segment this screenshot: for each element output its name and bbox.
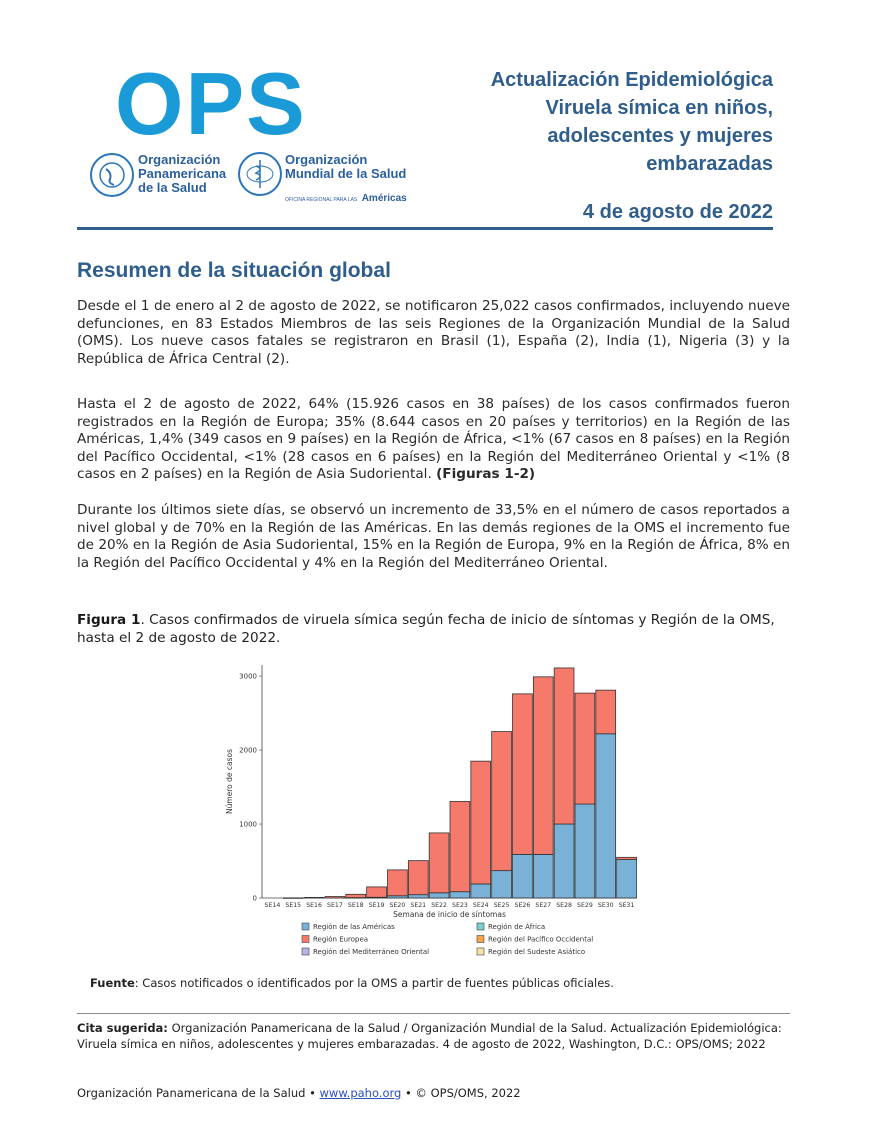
bar-segment	[325, 897, 345, 898]
legend-label: Región de las Américas	[313, 923, 395, 931]
who-emblem-icon	[238, 152, 282, 196]
paho-emblem-icon	[90, 153, 134, 197]
legend-label: Región del Mediterráneo Oriental	[313, 948, 430, 956]
bar-segment	[450, 892, 470, 898]
bar-segment	[554, 824, 574, 898]
legend-swatch	[477, 948, 484, 955]
paho-name: Organización Panamericana de la Salud	[138, 152, 227, 195]
bar-segment	[533, 854, 553, 898]
x-tick-label: SE14	[264, 902, 281, 909]
legend-label: Región de África	[488, 923, 546, 931]
paragraph-2: Hasta el 2 de agosto de 2022, 64% (15.926 casos en 38 países) de los casos confirmados fueron registrados en la Región de Europa; 35% (8.644 casos en 20 países y territorios) en la Región de las Américas, 1,4% (349 casos en 9 países) en la Región de África, <1% (67 casos en 8 países) en la Región del Pacífico Occidental, <1% (28 casos en 6 países) en la Región del Mediterráneo Oriental y <1% (8 casos en 2 países) en la Región de Asia Sudoriental. (Figuras 1-2)	[77, 396, 790, 483]
header-divider	[77, 227, 773, 230]
bar-segment	[429, 833, 449, 893]
paho-website-link[interactable]: www.paho.org	[319, 1086, 402, 1100]
document-title: Actualización Epidemiológica Viruela símica en niños, adolescentes y mujeres embarazadas	[490, 69, 773, 175]
footer: Organización Panamericana de la Salud • www.paho.org • © OPS/OMS, 2022	[77, 1086, 521, 1100]
x-tick-label: SE18	[347, 902, 364, 909]
section-title: Resumen de la situación global	[77, 259, 391, 282]
y-tick-label: 3000	[239, 672, 257, 681]
figure-caption: Figura 1. Casos confirmados de viruela símica según fecha de inicio de síntomas y Región de la OMS, hasta el 2 de agosto de 2022.	[77, 612, 775, 646]
bar-segment	[513, 694, 533, 855]
who-name: Organización Mundial de la Salud	[285, 152, 407, 181]
bar-segment	[283, 898, 303, 899]
bar-segment	[554, 668, 574, 824]
x-tick-label: SE23	[452, 902, 468, 909]
x-tick-label: SE19	[368, 902, 385, 909]
ops-logo: OPS	[115, 54, 307, 153]
bar-segment	[533, 677, 553, 855]
x-tick-label: SE17	[327, 902, 343, 909]
legend-label: Región del Sudeste Asiático	[488, 948, 586, 956]
x-tick-label: SE15	[285, 902, 302, 909]
bar-segment	[575, 693, 595, 804]
y-tick-label: 1000	[239, 820, 257, 829]
bar-segment	[492, 871, 512, 898]
y-axis-label: Número de casos	[225, 748, 234, 815]
footer-divider	[77, 1013, 790, 1014]
y-tick-label: 0	[252, 894, 257, 903]
bar-segment	[408, 895, 428, 898]
x-tick-label: SE22	[431, 902, 447, 909]
x-tick-label: SE31	[618, 902, 635, 909]
x-tick-label: SE20	[389, 902, 406, 909]
bar-segment	[471, 884, 491, 898]
bar-segment	[596, 690, 616, 734]
legend-swatch	[477, 936, 484, 943]
legend-swatch	[302, 923, 309, 930]
legend-label: Región Europea	[313, 935, 369, 944]
y-tick-label: 2000	[239, 746, 257, 755]
bar-segment	[304, 897, 324, 898]
bar-segment	[429, 893, 449, 898]
x-tick-label: SE21	[410, 902, 427, 909]
x-tick-label: SE27	[535, 902, 552, 909]
bar-segment	[492, 732, 512, 871]
legend-swatch	[477, 923, 484, 930]
bar-segment	[388, 870, 408, 896]
x-tick-label: SE26	[514, 902, 531, 909]
bar-segment	[367, 887, 387, 897]
paragraph-3: Durante los últimos siete días, se observó un incremento de 33,5% en el número de casos reportados a nivel global y de 70% en la Región de las Américas. En las demás regiones de la OMS el incremento fue de 20% en la Región de Asia Sudoriental, 15% en la Región de Europa, 9% en la Región de África, 8% en la Región del Pacífico Occidental y 4% en la Región del Mediterráneo Oriental.	[77, 502, 790, 571]
x-tick-label: SE29	[577, 902, 593, 909]
legend-swatch	[302, 948, 309, 955]
bar-segment	[346, 894, 366, 897]
figure-source: Fuente: Casos notificados o identificados por la OMS a partir de fuentes públicas oficiales.	[90, 976, 614, 990]
legend-label: Región del Pacífico Occidental	[488, 935, 594, 944]
bar-segment	[450, 801, 470, 891]
x-tick-label: SE30	[597, 902, 614, 909]
bar-segment	[513, 854, 533, 898]
figure-reference: (Figuras 1-2)	[436, 466, 536, 483]
x-tick-label: SE24	[472, 902, 489, 909]
bar-segment	[617, 860, 637, 898]
x-tick-label: SE28	[556, 902, 572, 909]
stacked-bar-chart	[220, 660, 640, 965]
bar-segment	[575, 804, 595, 898]
paragraph-1: Desde el 1 de enero al 2 de agosto de 2022, se notificaron 25,022 casos confirmados, incluyendo nueve defunciones, en 83 Estados Miembros de las seis Regiones de la Organización Mundial de la Salud (OMS). Los nueve casos fatales se registraron en Brasil (1), España (2), India (1), Nigeria (3) y la República de África Central (2).	[77, 298, 790, 367]
x-axis-label: Semana de inicio de síntomas	[393, 910, 506, 919]
who-regional-tag: OFICINA REGIONAL PARA LAS Américas	[285, 193, 407, 204]
document-date: 4 de agosto de 2022	[582, 201, 773, 223]
x-tick-label: SE25	[493, 902, 510, 909]
legend-swatch	[302, 936, 309, 943]
bar-segment	[408, 861, 428, 895]
x-tick-label: SE16	[306, 902, 322, 909]
bar-segment	[596, 734, 616, 898]
suggested-citation: Cita sugerida: Organización Panamericana de la Salud / Organización Mundial de la Salud. Actualización Epidemiológica: Viruela símica en niños, adolescentes y mujeres embarazadas. 4 de agosto de 2022, Washington, D.C.: OPS/OMS; 2022	[77, 1021, 782, 1051]
bar-segment	[617, 857, 637, 859]
bar-segment	[471, 761, 491, 884]
